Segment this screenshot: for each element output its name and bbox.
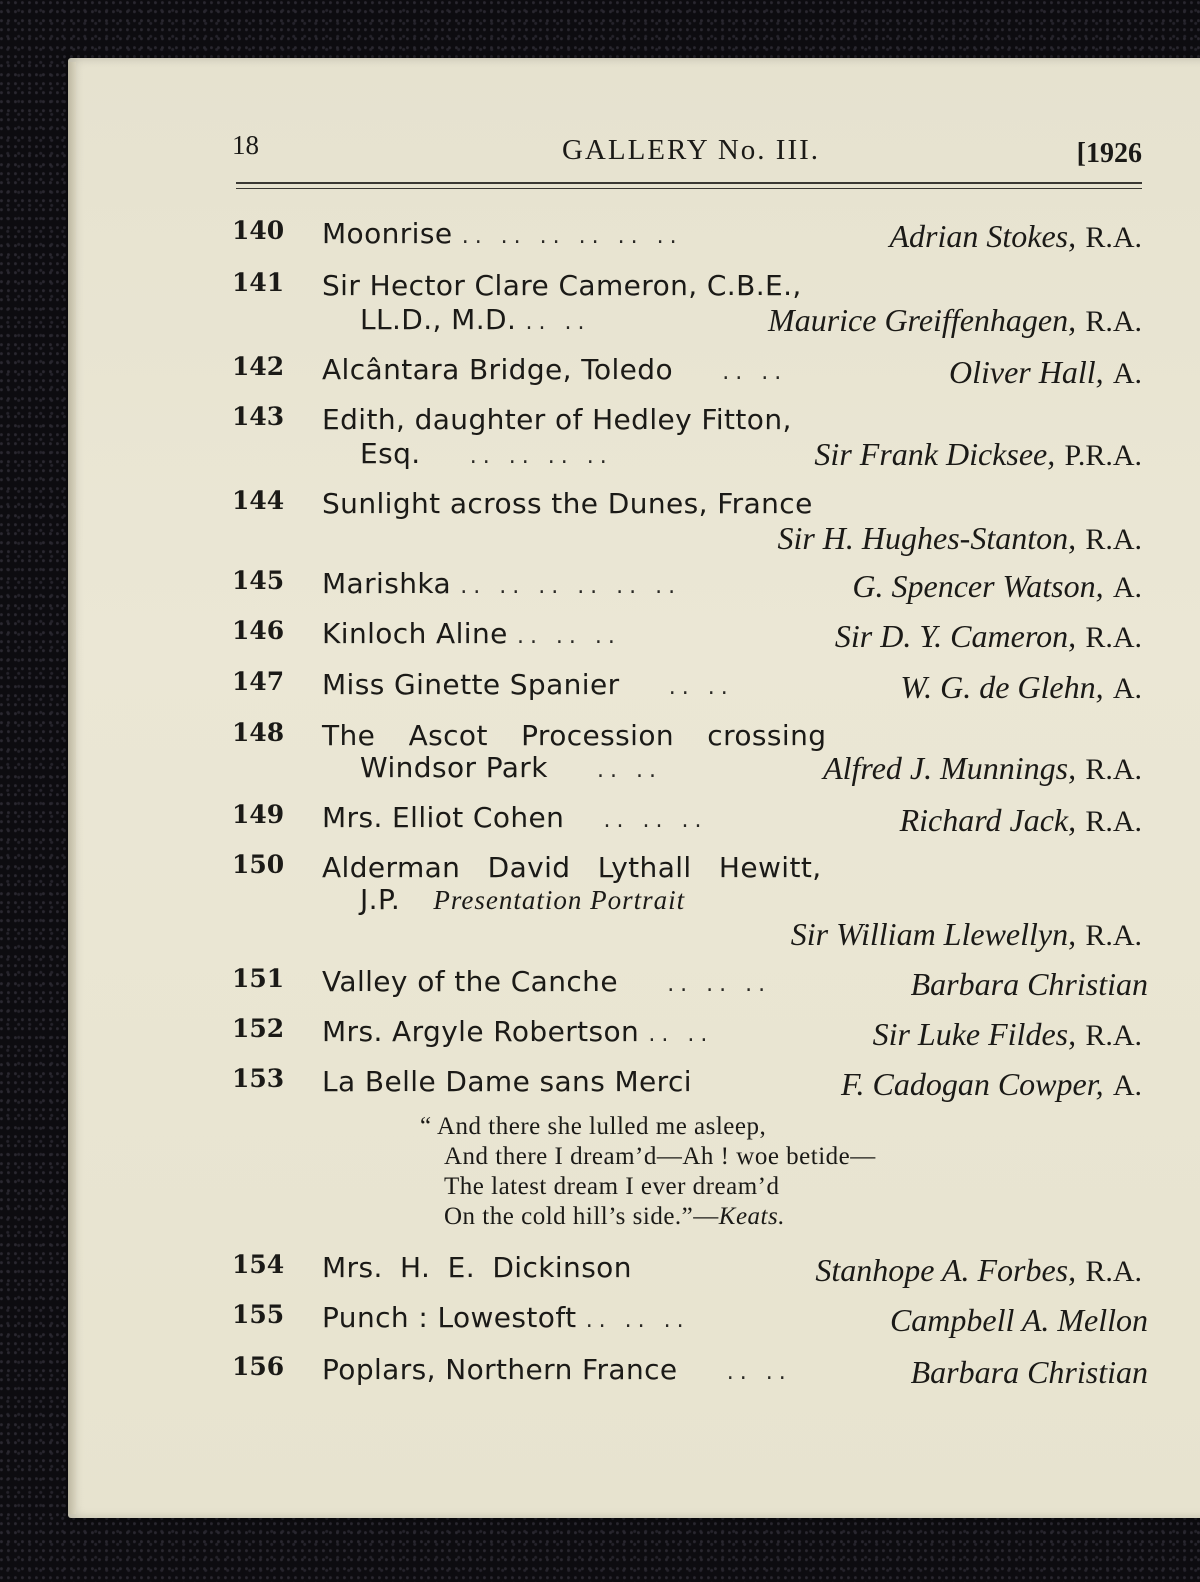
quote-line: The latest dream I ever dream’d bbox=[444, 1173, 780, 1200]
entry-rank: R.A. bbox=[1085, 753, 1142, 786]
entry-number: 140 bbox=[232, 216, 285, 245]
entry-number: 148 bbox=[232, 718, 285, 747]
entry-title: Valley of the Canche bbox=[322, 965, 618, 998]
entry-number: 143 bbox=[232, 402, 285, 431]
entry-artist-line bbox=[791, 916, 1142, 953]
verse-quote bbox=[420, 1112, 876, 1232]
entry-line bbox=[322, 402, 1142, 436]
entry-line bbox=[322, 718, 1142, 752]
entry-artist: Campbell A. Mellon bbox=[889, 1302, 1148, 1338]
entry-artist-line bbox=[815, 1252, 1142, 1289]
entry-number: 146 bbox=[232, 616, 285, 645]
entry-number: 154 bbox=[232, 1250, 285, 1279]
entry-rank: R.A. bbox=[1085, 305, 1142, 338]
entry-rank: A. bbox=[1112, 571, 1142, 604]
entry-rank: R.A. bbox=[1085, 523, 1142, 556]
entry-artist-line bbox=[852, 568, 1142, 605]
entry-artist-line bbox=[889, 218, 1142, 255]
entry-artist-line bbox=[900, 669, 1142, 706]
entry-rank: P.R.A. bbox=[1064, 439, 1142, 472]
entry-artist-line bbox=[841, 1066, 1142, 1103]
entry-artist: Stanhope A. Forbes, bbox=[815, 1252, 1077, 1288]
entry-artist: Oliver Hall, bbox=[948, 354, 1104, 390]
leader-dots: .. .. bbox=[525, 310, 591, 335]
entry-title: Mrs. H. E. Dickinson bbox=[322, 1251, 632, 1284]
leader-dots: .. .. .. .. .. .. bbox=[460, 574, 682, 599]
entry-number: 149 bbox=[232, 800, 285, 829]
entry-artist-line bbox=[814, 436, 1142, 473]
entry-artist: Adrian Stokes, bbox=[889, 218, 1077, 254]
entry-artist: Sir Frank Dicksee, bbox=[814, 436, 1056, 472]
entry-artist-line bbox=[911, 1354, 1148, 1391]
entry-title: The Ascot Procession crossing bbox=[322, 719, 827, 752]
entry-title: Sunlight across the Dunes, France bbox=[322, 487, 813, 520]
entry-number: 155 bbox=[232, 1300, 285, 1329]
leader-dots: .. .. bbox=[726, 1360, 792, 1385]
entry-title: Mrs. Argyle Robertson bbox=[322, 1015, 640, 1048]
leader-dots: .. .. .. .. bbox=[469, 444, 613, 469]
entry-artist-line bbox=[873, 1016, 1142, 1053]
entry-artist-line bbox=[823, 750, 1142, 787]
entry-line bbox=[322, 850, 1142, 884]
entry-rank: R.A. bbox=[1085, 805, 1142, 838]
entry-number: 147 bbox=[232, 667, 285, 696]
entry-artist: G. Spencer Watson, bbox=[852, 568, 1104, 604]
entry-title: Mrs. Elliot Cohen bbox=[322, 801, 565, 834]
page-header bbox=[232, 130, 1150, 174]
entry-artist-line bbox=[777, 520, 1142, 557]
entry-artist: Barbara Christian bbox=[910, 1354, 1148, 1390]
quote-text: On the cold hill’s side.”— bbox=[444, 1203, 719, 1230]
entry-title-cont: J.P. bbox=[360, 883, 401, 916]
entry-artist: F. Cadogan Cowper, bbox=[841, 1066, 1104, 1102]
quote-author: Keats. bbox=[718, 1203, 785, 1230]
entry-rank: A. bbox=[1112, 672, 1142, 705]
entry-line bbox=[360, 882, 1142, 916]
entry-artist-line bbox=[911, 966, 1148, 1003]
leader-dots: .. .. .. bbox=[516, 624, 621, 649]
entry-title: Kinloch Aline bbox=[322, 617, 508, 650]
page-edge bbox=[68, 62, 76, 1514]
entry-rank: R.A. bbox=[1085, 621, 1142, 654]
entry-artist: Sir D. Y. Cameron, bbox=[834, 618, 1077, 654]
leader-dots: .. .. .. bbox=[667, 972, 772, 997]
entry-title: Punch : Lowestoft bbox=[322, 1301, 577, 1334]
entry-title: Poplars, Northern France bbox=[322, 1353, 678, 1386]
header-rule-thin bbox=[236, 188, 1142, 189]
entry-number: 145 bbox=[232, 566, 285, 595]
page-title: GALLERY No. III. bbox=[561, 134, 821, 166]
leader-dots: .. .. .. bbox=[603, 808, 708, 833]
leader-dots: .. .. bbox=[722, 360, 788, 385]
entry-number: 142 bbox=[232, 352, 285, 381]
entry-rank: R.A. bbox=[1085, 919, 1142, 952]
entry-title: Alcântara Bridge, Toledo bbox=[322, 353, 674, 386]
entry-title: Moonrise bbox=[322, 217, 453, 250]
year: [1926 bbox=[1076, 138, 1142, 169]
entry-title-cont: LL.D., M.D. bbox=[360, 303, 517, 336]
entry-number: 151 bbox=[232, 964, 285, 993]
entry-subtitle: Presentation Portrait bbox=[433, 885, 686, 915]
entry-number: 153 bbox=[232, 1064, 285, 1093]
entry-artist-line bbox=[949, 354, 1142, 391]
entry-title: Marishka bbox=[322, 567, 452, 600]
entry-rank: R.A. bbox=[1085, 221, 1142, 254]
quote-line: “ And there she lulled me asleep, bbox=[420, 1113, 767, 1140]
entry-artist-line bbox=[900, 802, 1142, 839]
entry-artist: W. G. de Glehn, bbox=[900, 669, 1104, 705]
entry-title-cont: Esq. bbox=[360, 437, 421, 470]
entry-number: 156 bbox=[232, 1352, 285, 1381]
entry-rank: A. bbox=[1112, 357, 1142, 390]
entry-artist: Sir Luke Fildes, bbox=[872, 1016, 1077, 1052]
entry-artist: Alfred J. Munnings, bbox=[823, 750, 1077, 786]
entry-title: Alderman David Lythall Hewitt, bbox=[322, 851, 822, 884]
leader-dots: .. .. bbox=[668, 675, 734, 700]
entry-artist: Richard Jack, bbox=[899, 802, 1077, 838]
entry-number: 141 bbox=[232, 268, 285, 297]
entry-rank: R.A. bbox=[1085, 1255, 1142, 1288]
entry-artist-line bbox=[768, 302, 1142, 339]
leader-dots: .. .. .. bbox=[585, 1308, 690, 1333]
quote-line: And there I dream’d—Ah ! woe betide— bbox=[444, 1143, 876, 1170]
leader-dots: .. .. bbox=[597, 758, 662, 783]
header-rule bbox=[236, 182, 1142, 184]
entry-artist: Sir H. Hughes-Stanton, bbox=[777, 520, 1077, 556]
entry-title-cont: Windsor Park bbox=[360, 751, 548, 784]
leader-dots: .. .. .. .. .. .. bbox=[461, 224, 683, 249]
entry-line bbox=[322, 486, 1142, 520]
entry-number: 144 bbox=[232, 486, 285, 515]
entry-artist-line bbox=[890, 1302, 1148, 1339]
entry-title: La Belle Dame sans Merci bbox=[322, 1065, 692, 1098]
entry-rank: A. bbox=[1112, 1069, 1142, 1102]
entry-artist-line bbox=[835, 618, 1142, 655]
quote-line bbox=[420, 1202, 876, 1232]
entry-artist: Sir William Llewellyn, bbox=[790, 916, 1077, 952]
leader-dots: .. .. bbox=[648, 1022, 714, 1047]
entry-number: 150 bbox=[232, 850, 285, 879]
entry-number: 152 bbox=[232, 1014, 285, 1043]
entry-title: Miss Ginette Spanier bbox=[322, 668, 620, 701]
entry-title: Sir Hector Clare Cameron, C.B.E., bbox=[322, 269, 802, 302]
page-number: 18 bbox=[232, 130, 259, 160]
entry-title: Edith, daughter of Hedley Fitton, bbox=[322, 403, 792, 436]
entry-artist: Barbara Christian bbox=[910, 966, 1148, 1002]
entry-artist: Maurice Greiffenhagen, bbox=[768, 302, 1077, 338]
entry-line bbox=[322, 268, 1142, 302]
entry-rank: R.A. bbox=[1085, 1019, 1142, 1052]
